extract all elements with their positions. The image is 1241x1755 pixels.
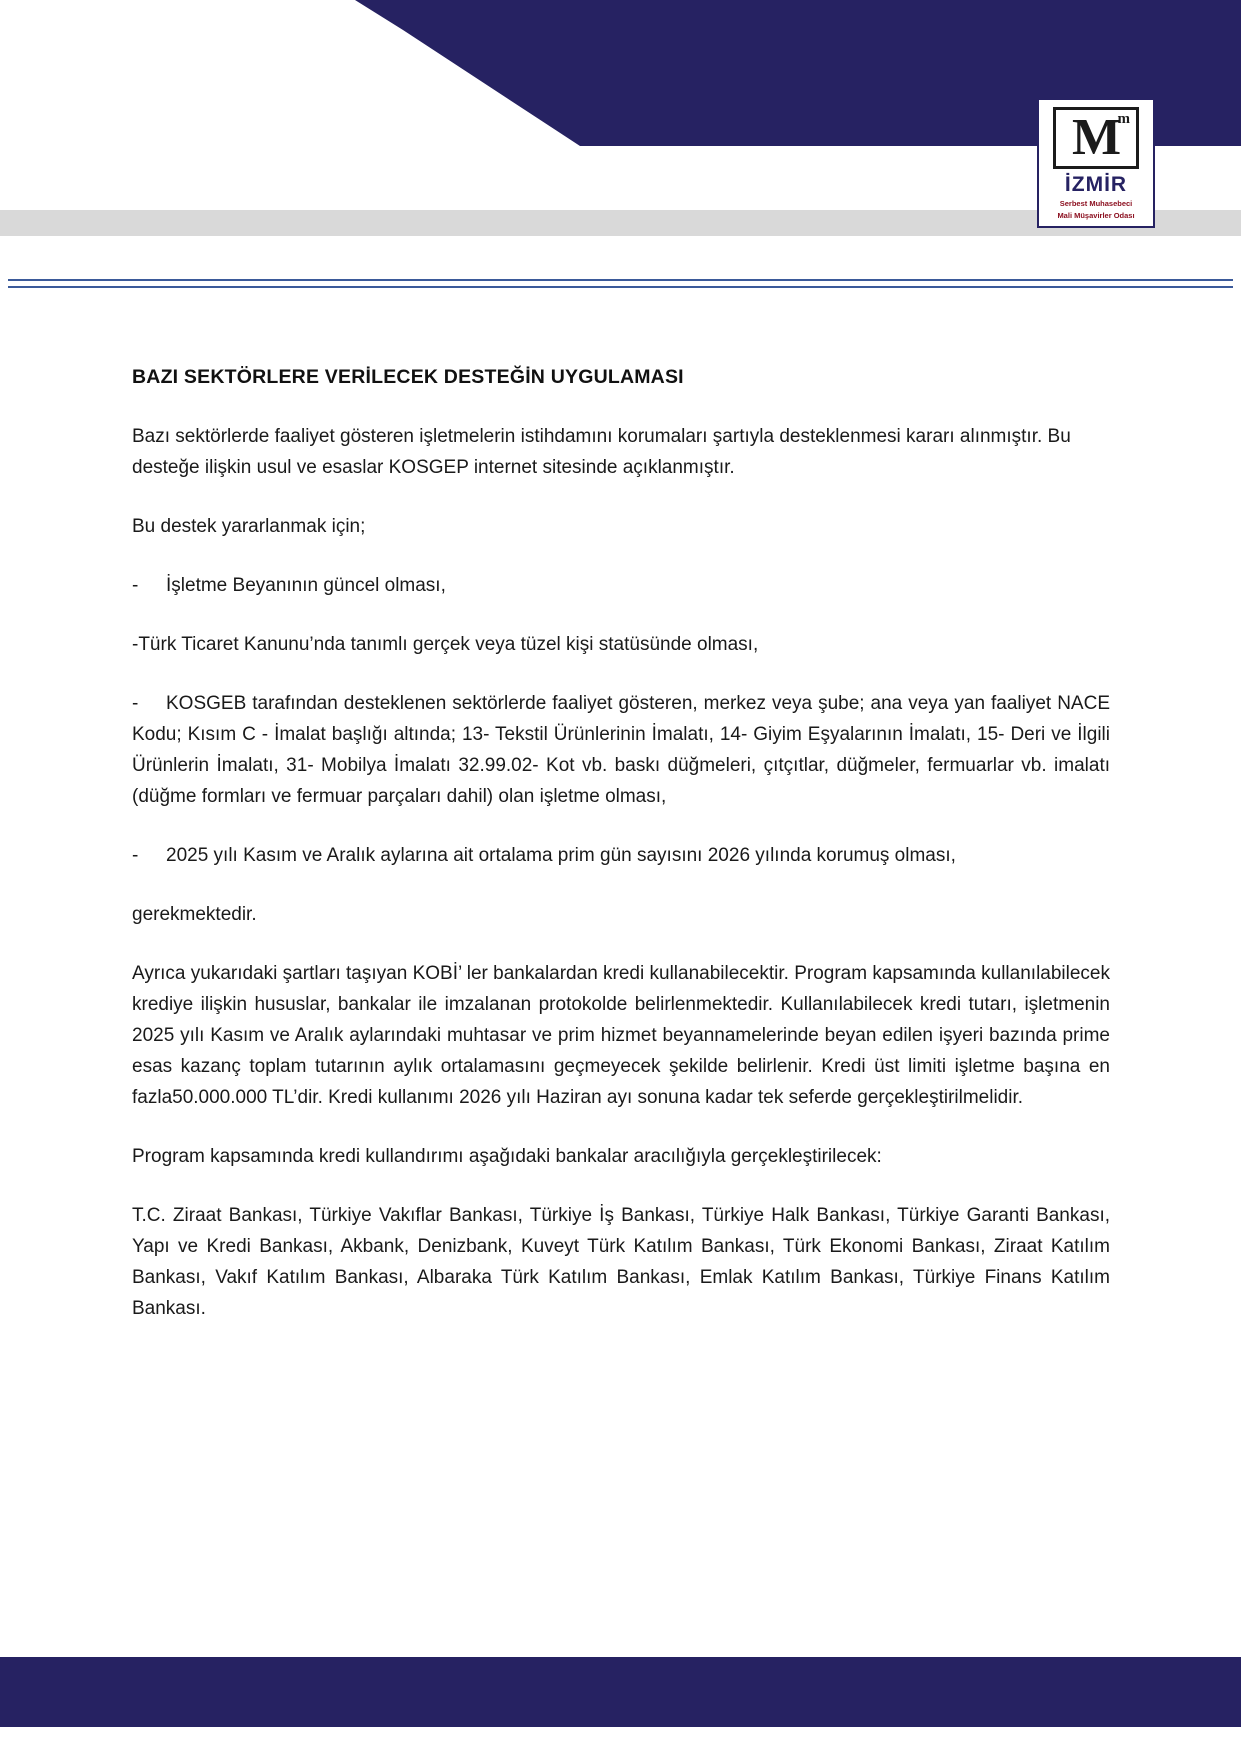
header-double-rule bbox=[8, 279, 1233, 288]
paragraph-banks-lead: Program kapsamında kredi kullandırımı aşağıdaki bankalar aracılığıyla gerçekleştirilecek: bbox=[132, 1146, 882, 1167]
document-title: BAZI SEKTÖRLERE VERİLECEK DESTEĞİN UYGULAMASI bbox=[132, 366, 684, 388]
paragraph-credit-details: Ayrıca yukarıdaki şartları taşıyan KOBİ’ ler bankalardan kredi kullanabilecektir. Program kapsamında kullanılabilecek krediye ilişkin hususlar, bankalar ile imzalanan protokolde belirlenmektedir. Kullanılabilecek kredi tutarı, işletmenin 2025 yılı Kasım ve Aralık aylarındaki muhtasar ve prim hizmet beyannamelerinde beyan edilen işyeri bazında prime esas kazanç toplam tutarının aylık ortalamasını geçmeyecek şekilde belirlenir. Kredi üst limiti işletme başına en fazla50.000.000 TL’dir. Kredi kullanımı 2026 yılı Haziran ayı sonuna kadar tek seferde gerçekleştirilmelidir. bbox=[132, 963, 1110, 1108]
logo-monogram-frame bbox=[1053, 107, 1139, 169]
list-item-1-dash: - bbox=[132, 575, 139, 596]
logo-monogram-superscript: m bbox=[1117, 111, 1130, 127]
list-item-1-text: İşletme Beyanının güncel olması, bbox=[166, 575, 446, 596]
organization-logo bbox=[1037, 98, 1155, 228]
list-item-4 bbox=[132, 840, 1110, 871]
logo-subtitle-line2: Mali Müşavirler Odası bbox=[1057, 211, 1135, 220]
logo-monogram-letter: M bbox=[1071, 109, 1121, 166]
list-item-1 bbox=[132, 570, 1110, 601]
logo-city-name: İZMİR bbox=[1064, 173, 1128, 196]
paragraph-intro: Bazı sektörlerde faaliyet gösteren işletmelerin istihdamını korumaları şartıyla desteklenmesi kararı alınmıştır. Bu desteğe ilişkin usul ve esaslar KOSGEP internet sitesinde açıklanmıştır. bbox=[132, 426, 1071, 478]
footer-white-strip bbox=[0, 1727, 1241, 1755]
document-body bbox=[132, 366, 1110, 1352]
list-item-4-text: 2025 yılı Kasım ve Aralık aylarına ait ortalama prim gün sayısını 2026 yılında korumuş olması, bbox=[166, 845, 956, 866]
list-item-2: -Türk Ticaret Kanunu’nda tanımlı gerçek veya tüzel kişi statüsünde olması, bbox=[132, 634, 759, 655]
header-white-gap bbox=[0, 236, 1241, 254]
paragraph-banks-list: T.C. Ziraat Bankası, Türkiye Vakıflar Bankası, Türkiye İş Bankası, Türkiye Halk Bankası, Türkiye Garanti Bankası, Yapı ve Kredi Bankası, Akbank, Denizbank, Kuveyt Türk Katılım Bankası, Türk Ekonomi Bankası, Ziraat Katılım Bankası, Vakıf Katılım Bankası, Albaraka Türk Katılım Bankası, Emlak Katılım Bankası, Türkiye Finans Katılım Bankası. bbox=[132, 1205, 1110, 1319]
list-item-3-text: KOSGEB tarafından desteklenen sektörlerde faaliyet gösteren, merkez veya şube; ana veya yan faaliyet NACE Kodu; Kısım C - İmalat başlığı altında; 13- Tekstil Ürünlerinin İmalatı, 14- Giyim Eşyalarının İmalatı, 15- Deri ve İlgili Ürünlerin İmalatı, 31- Mobilya İmalatı 32.99.02- Kot vb. baskı düğmeleri, çıtçıtlar, düğmeler, fermuarlar vb. imalatı (düğme formları ve fermuar parçaları dahil) olan işletme olması, bbox=[132, 693, 1110, 807]
list-item-4-dash: - bbox=[132, 845, 139, 866]
list-item-3-dash: - bbox=[132, 693, 139, 714]
list-item-3 bbox=[132, 688, 1110, 812]
paragraph-closing-requirement: gerekmektedir. bbox=[132, 904, 257, 925]
paragraph-conditions-lead: Bu destek yararlanmak için; bbox=[132, 516, 366, 537]
logo-subtitle-line1: Serbest Muhasebeci bbox=[1059, 199, 1133, 208]
